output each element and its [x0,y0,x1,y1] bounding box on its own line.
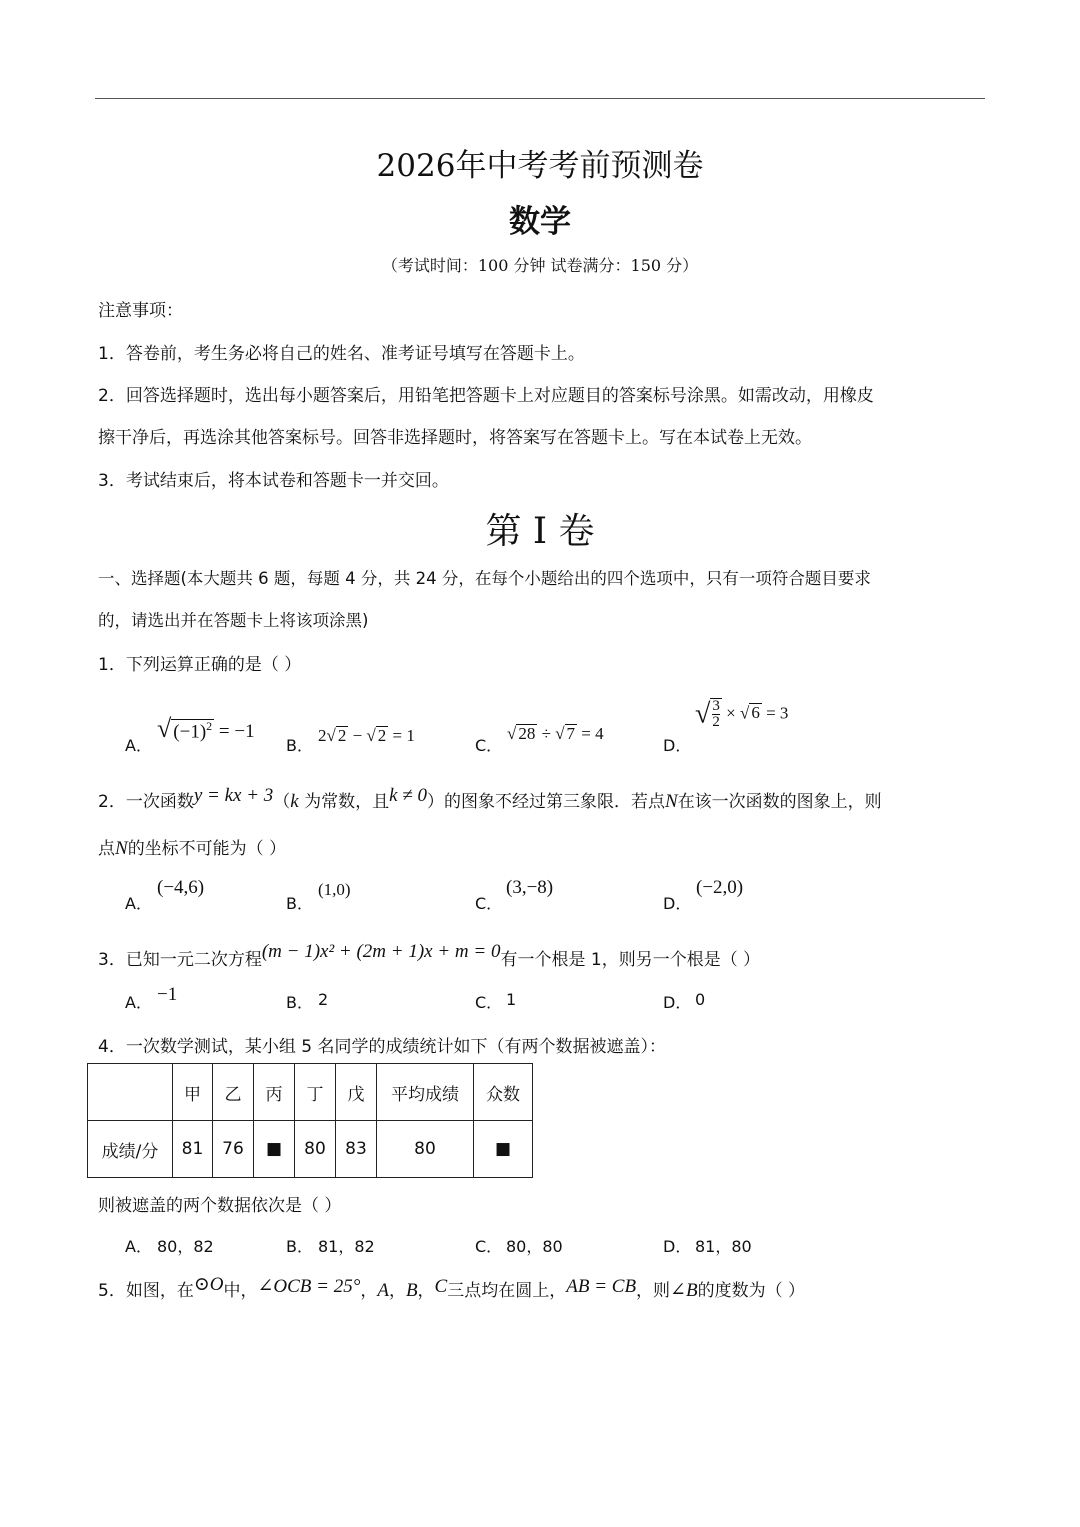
q4-label-c: C． [475,1237,503,1256]
q3-option-b: 2 [318,990,329,1009]
q3-stem: 3．已知一元二次方程(m − 1)x² + (2m + 1)x + m = 0有一个根是 1，则另一个根是（ ） [98,941,761,970]
q2-stem: 2．一次函数y = kx + 3（k 为常数，且k ≠ 0）的图象不经过第三象限．若点N在该一次函数的图象上，则 [98,785,882,812]
q1-label-b: B． [286,736,313,755]
table-cell: ■ [254,1121,295,1178]
q3-label-b: B． [286,993,313,1012]
top-rule [95,98,985,99]
table-cell: 平均成绩 [377,1064,474,1121]
q4-label-d: D． [663,1237,692,1256]
q4-stem: 4．一次数学测试，某小组 5 名同学的成绩统计如下（有两个数据被遮盖）： [98,1037,666,1057]
q3-label-d: D． [663,993,692,1012]
q1-stem: 1．下列运算正确的是（ ） [98,655,302,675]
q4-option-c: 80，80 [506,1237,563,1256]
table-cell: 众数 [474,1064,533,1121]
q2-function: y = kx + 3 [193,785,274,806]
q2-label-b: B． [286,894,313,913]
q2-label-c: C． [475,894,503,913]
table-cell: 成绩/分 [88,1121,173,1178]
q1-option-b: 2√ 2 − √ 2 = 1 [318,726,415,745]
score-table [87,1063,533,1178]
q2-option-b: (1,0) [318,880,351,899]
q4-option-d: 81，80 [695,1237,752,1256]
q2-condition: k ≠ 0 [389,785,427,806]
table-cell: 80 [295,1121,336,1178]
table-cell: 丁 [295,1064,336,1121]
q5-stem: 5．如图，在⊙O中，∠OCB = 25°，A，B，C三点均在圆上，AB = CB，则∠B的度数为（ ） [98,1274,805,1301]
q2-option-c: (3,−8) [506,877,554,898]
table-cell: 83 [336,1121,377,1178]
q4-option-b: 81，82 [318,1237,375,1256]
q4-option-a: 80，82 [157,1237,214,1256]
q1-label-c: C． [475,736,503,755]
q1-label-a: A． [125,736,152,755]
q2-label-a: A． [125,894,152,913]
table-cell: 丙 [254,1064,295,1121]
table-cell: 乙 [213,1064,254,1121]
note-item: 2．回答选择题时，选出每小题答案后，用铅笔把答题卡上对应题目的答案标号涂黑。如需改动，用橡皮 [98,386,874,406]
section-intro: 的，请选出并在答题卡上将该项涂黑) [98,611,369,630]
notes-heading: 注意事项： [98,301,183,321]
q1-option-d: √ $\frac{3}{2}$ × √ 6 = 3 [695,698,789,730]
q1-option-a: √ $(-1)^2 = -1$ [157,714,255,743]
q3-label-a: A． [125,993,152,1012]
q2-stem-line2: 点N的坐标不可能为（ ） [98,838,287,859]
section-intro: 一、选择题(本大题共 6 题，每题 4 分，共 24 分，在每个小题给出的四个选项中，只有一项符合题目要求 [98,569,871,588]
q2-option-d: (−2,0) [696,877,744,898]
table-cell: 76 [213,1121,254,1178]
q1-label-d: D． [663,736,692,755]
exam-info: （考试时间：100 分钟 试卷满分：150 分） [381,256,699,275]
table-cell: 80 [377,1121,474,1178]
section-title: 第 I 卷 [485,511,595,552]
table-row [88,1064,533,1121]
q4-question: 则被遮盖的两个数据依次是（ ） [98,1196,342,1216]
table-cell: 81 [173,1121,213,1178]
q1-option-c: √ 28 ÷ √ 7 = 4 [507,724,604,743]
note-item: 3．考试结束后，将本试卷和答题卡一并交回。 [98,471,449,491]
q3-label-c: C． [475,993,503,1012]
q3-option-c: 1 [506,990,517,1009]
table-cell [88,1064,173,1121]
note-item: 1．答卷前，考生务必将自己的姓名、准考证号填写在答题卡上。 [98,344,585,364]
table-row [88,1121,533,1178]
table-cell: 甲 [173,1064,213,1121]
q2-option-a: (−4,6) [157,877,205,898]
table-cell: ■ [474,1121,533,1178]
q3-option-a: −1 [157,984,178,1005]
q3-option-d: 0 [695,990,706,1009]
q3-equation: (m − 1)x² + (2m + 1)x + m = 0 [261,941,501,962]
q4-label-b: B． [286,1237,313,1256]
exam-title: 2026年中考考前预测卷 [376,148,704,184]
table-cell: 戊 [336,1064,377,1121]
q2-label-d: D． [663,894,692,913]
note-item: 擦干净后，再选涂其他答案标号。回答非选择题时，将答案写在答题卡上。写在本试卷上无效。 [98,428,812,448]
subject-title: 数学 [509,204,571,240]
q4-label-a: A． [125,1237,152,1256]
